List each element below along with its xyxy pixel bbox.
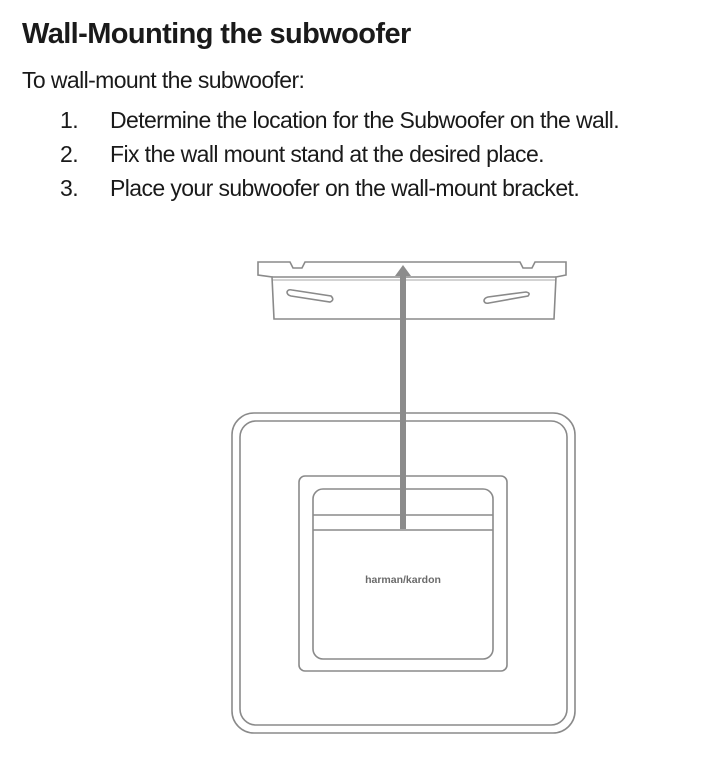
brand-label: harman/kardon [365, 574, 441, 586]
step-text: Fix the wall mount stand at the desired place. [110, 141, 544, 167]
wall-mount-bracket [258, 262, 566, 319]
step-number: 2. [60, 141, 78, 167]
step-number: 1. [60, 107, 78, 133]
step-number: 3. [60, 175, 78, 201]
section-heading: Wall-Mounting the subwoofer [22, 18, 411, 50]
step-text: Determine the location for the Subwoofer on the wall. [110, 107, 620, 133]
step-text: Place your subwoofer on the wall-mount bracket. [110, 175, 580, 201]
intro-text: To wall-mount the subwoofer: [22, 67, 305, 93]
